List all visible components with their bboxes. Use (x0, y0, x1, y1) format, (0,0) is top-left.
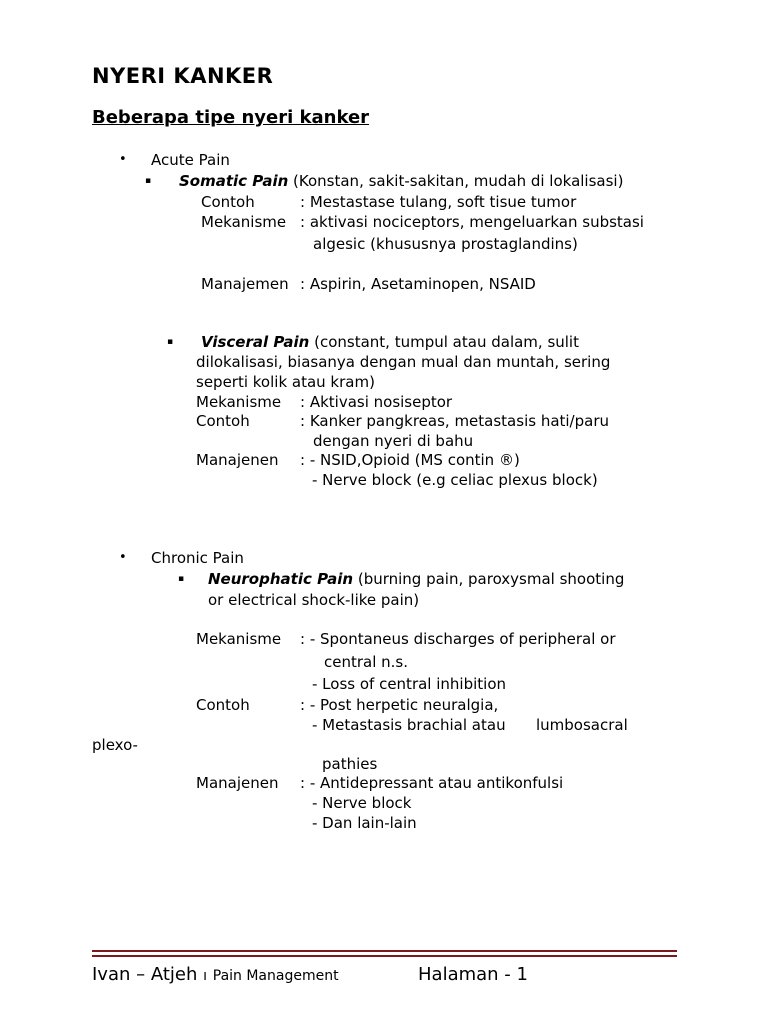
neuro-contoh-value: : - Post herpetic neuralgia, (300, 696, 499, 714)
footer-divider-top (92, 950, 677, 952)
neuro-mekanisme-value: : - Spontaneus discharges of peripheral or (300, 630, 616, 648)
somatic-mekanisme-value: : aktivasi nociceptors, mengeluarkan substasi (300, 213, 644, 231)
neuro-mekanisme-value-cont2: - Loss of central inhibition (312, 675, 507, 693)
visceral-name: Visceral Pain (201, 333, 310, 351)
neuro-manajemen-value: : - Antidepressant atau antikonfulsi (300, 774, 564, 792)
bullet-dot: • (119, 550, 127, 565)
visceral-manajemen-value: : - NSID,Opioid (MS contin ®) (300, 451, 520, 469)
neuro-desc-cont: or electrical shock-like pain) (208, 591, 420, 609)
neuro-manajemen-value-cont: - Nerve block (312, 794, 412, 812)
somatic-manajemen-label: Manajemen (201, 275, 289, 293)
footer-author: Ivan – Atjeh (92, 964, 198, 985)
neuro-contoh-value-cont-b: lumbosacral (536, 716, 628, 734)
somatic-line (179, 171, 623, 191)
footer (92, 964, 339, 985)
footer-page-number: Halaman - 1 (418, 964, 528, 985)
somatic-mekanisme-value-cont: algesic (khususnya prostaglandins) (313, 235, 578, 253)
neuro-mekanisme-label: Mekanisme (196, 630, 282, 648)
visceral-desc-cont: dilokalisasi, biasanya dengan mual dan muntah, sering (196, 353, 611, 371)
neuro-contoh-value-cont: - Metastasis brachial atau (312, 716, 506, 734)
neuro-mekanisme-value-cont: central n.s. (324, 653, 409, 671)
neuro-manajemen-value-cont2: - Dan lain-lain (312, 814, 417, 832)
neuro-desc: (burning pain, paroxysmal shooting (357, 570, 625, 588)
bullet-square: ▪ (145, 176, 152, 186)
visceral-contoh-value-cont: dengan nyeri di bahu (313, 432, 474, 450)
visceral-manajemen-value-cont: - Nerve block (e.g celiac plexus block) (312, 471, 598, 489)
acute-heading: Acute Pain (151, 151, 230, 169)
section-subtitle: Beberapa tipe nyeri kanker (92, 107, 370, 128)
neuro-manajemen-label: Manajenen (196, 774, 279, 792)
neuro-contoh-label: Contoh (196, 696, 250, 714)
visceral-line (201, 332, 579, 352)
visceral-contoh-label: Contoh (196, 412, 250, 430)
neuro-line (208, 569, 624, 589)
neuro-contoh-wrap: plexo- (92, 736, 138, 754)
visceral-manajemen-label: Manajenen (196, 451, 279, 469)
somatic-manajemen-value: : Aspirin, Asetaminopen, NSAID (300, 275, 536, 293)
bullet-square: ▪ (167, 337, 174, 347)
visceral-desc: (constant, tumpul atau dalam, sulit (314, 333, 579, 351)
chronic-heading: Chronic Pain (151, 549, 244, 567)
page-title: NYERI KANKER (92, 64, 274, 88)
visceral-contoh-value: : Kanker pangkreas, metastasis hati/paru (300, 412, 610, 430)
somatic-desc: (Konstan, sakit-sakitan, mudah di lokalisasi) (293, 172, 624, 190)
bullet-dot: • (119, 152, 127, 167)
neuro-name: Neurophatic Pain (208, 570, 354, 588)
footer-course: Pain Management (212, 968, 339, 984)
footer-divider-bottom (92, 955, 677, 957)
footer-separator: ı (203, 968, 208, 984)
bullet-square: ▪ (178, 574, 185, 584)
visceral-mekanisme-label: Mekanisme (196, 393, 282, 411)
visceral-desc-cont2: seperti kolik atau kram) (196, 373, 375, 391)
somatic-contoh-value: : Mestastase tulang, soft tisue tumor (300, 193, 577, 211)
somatic-contoh-label: Contoh (201, 193, 255, 211)
visceral-mekanisme-value: : Aktivasi nosiseptor (300, 393, 453, 411)
somatic-mekanisme-label: Mekanisme (201, 213, 287, 231)
somatic-name: Somatic Pain (179, 172, 289, 190)
neuro-contoh-value-cont2: pathies (322, 755, 378, 773)
